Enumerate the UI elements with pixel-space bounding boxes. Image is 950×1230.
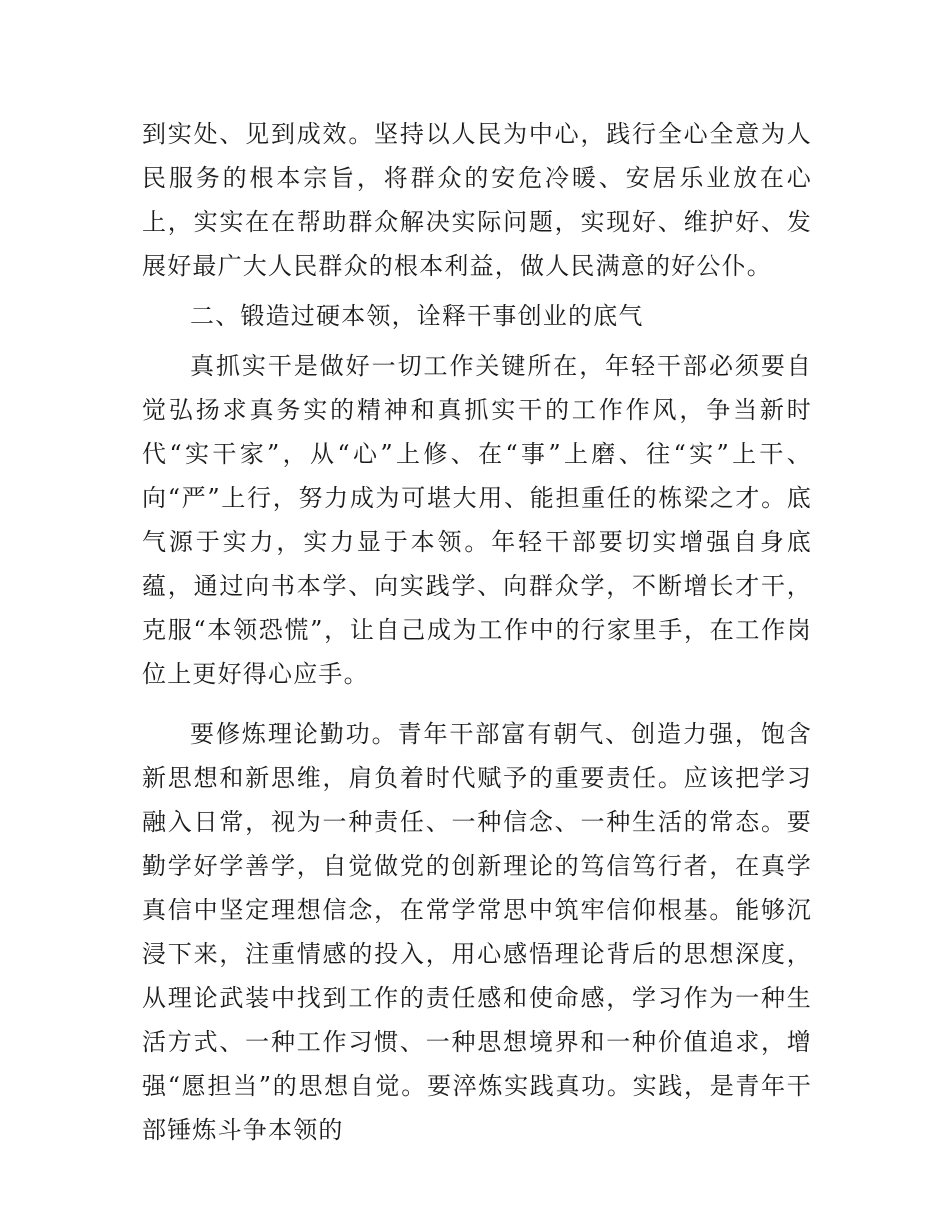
paragraph-body: 要修炼理论勤功。青年干部富有朝气、创造力强，饱含新思想和新思维，肩负着时代赋予的重要责任。应该把学习融入日常，视为一种责任、一种信念、一种生活的常态。要勤学好学善学，自觉做党的创新理论的笃信笃行者，在真学真信中坚定理想信念，在常学常思中筑牢信仰根基。能够沉浸下来，注重情感的投入，用心感悟理论背后的思想深度，从理论武装中找到工作的责任感和使命感，学习作为一种生活方式、一种工作习惯、一种思想境界和一种价值追求，增强“愿担当”的思想自觉。要淬炼实践真功。实践，是青年干部锤炼斗争本领的	[142, 720, 812, 1144]
paragraph-body: 真抓实干是做好一切工作关键所在，年轻干部必须要自觉弘扬求真务实的精神和真抓实干的工作作风，争当新时代“实干家”，从“心”上修、在“事”上磨、往“实”上干、向“严”上行，努力成为可堪大用、能担重任的栋梁之才。底气源于实力，实力显于本领。年轻干部要切实增强自身底蕴，通过向书本学、向实践学、向群众学，不断增长才干，克服“本领恐慌”，让自己成为工作中的行家里手，在工作岗位上更好得心应手。	[142, 352, 812, 688]
document-body	[142, 112, 812, 1152]
section-heading: 二、锻造过硬本领，诠释干事创业的底气	[190, 302, 644, 330]
paragraph-continuation: 到实处、见到成效。坚持以人民为中心，践行全心全意为人民服务的根本宗旨，将群众的安危冷暖、安居乐业放在心上，实实在在帮助群众解决实际问题，实现好、维护好、发展好最广大人民群众的根本利益，做人民满意的好公仆。	[142, 120, 812, 280]
